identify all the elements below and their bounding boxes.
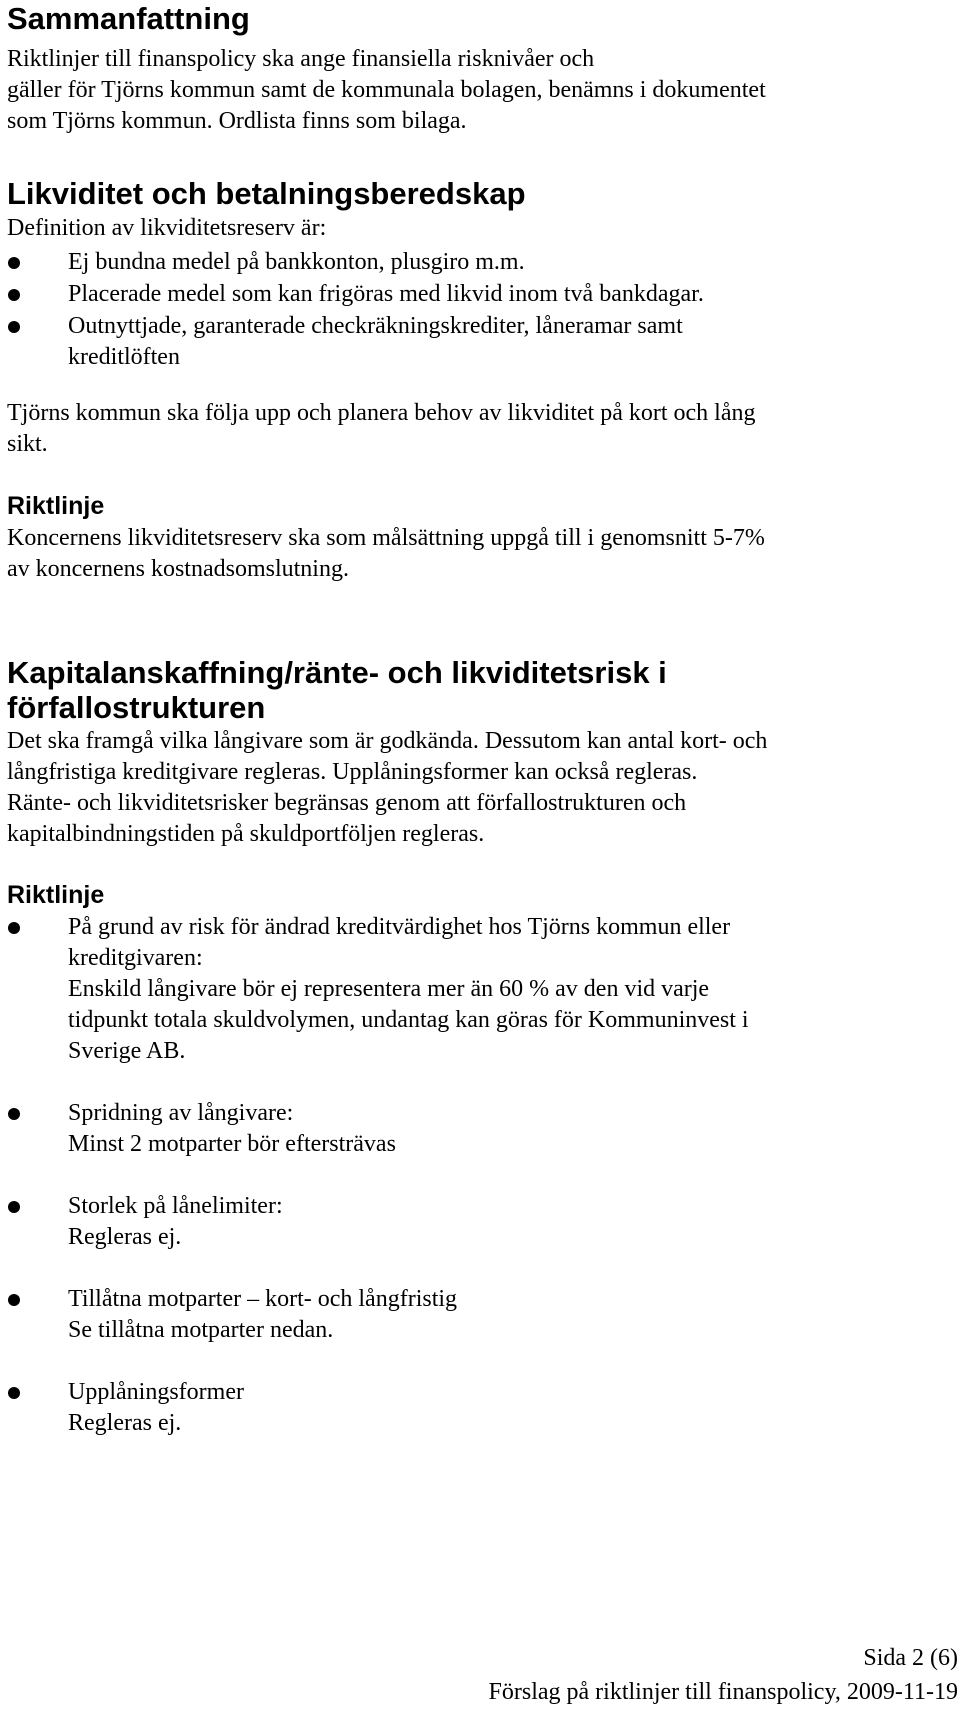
text-line: Regleras ej.	[68, 1410, 182, 1436]
guideline-heading: Riktlinje	[7, 881, 105, 909]
section-heading-summary: Sammanfattning	[7, 1, 250, 36]
bullet-icon	[8, 1294, 20, 1306]
text-line: sikt.	[7, 431, 48, 457]
text-line: Ränte- och likviditetsrisker begränsas genom att förfallostrukturen och	[7, 790, 687, 816]
text-line: Upplåningsformer	[68, 1379, 244, 1405]
text-line: Enskild långivare bör ej representera mer än 60 % av den vid varje	[68, 976, 710, 1002]
text-line: som Tjörns kommun. Ordlista finns som bilaga.	[7, 108, 467, 134]
liquidity-followup	[7, 398, 947, 460]
text-line: Tjörns kommun ska följa upp och planera behov av likviditet på kort och lång	[7, 400, 756, 426]
text-line: På grund av risk för ändrad kreditvärdighet hos Tjörns kommun eller	[68, 914, 731, 940]
page-number: Sida 2 (6)	[863, 1645, 958, 1671]
bullet-icon	[8, 257, 20, 269]
text-line: Outnyttjade, garanterade checkräkningskrediter, låneramar samt	[68, 313, 683, 339]
text-line: av koncernens kostnadsomslutning.	[7, 556, 349, 582]
text-line: Sverige AB.	[68, 1038, 186, 1064]
section-heading-liquidity: Likviditet och betalningsberedskap	[7, 176, 526, 211]
text-line: Ej bundna medel på bankkonton, plusgiro m.m.	[68, 249, 525, 275]
heading-line: förfallostrukturen	[7, 690, 266, 725]
capital-body	[7, 726, 947, 850]
text-line: kapitalbindningstiden på skuldportföljen regleras.	[7, 821, 485, 847]
text-line: Spridning av långivare:	[68, 1100, 294, 1126]
text-line: Tillåtna motparter – kort- och långfristig	[68, 1286, 458, 1312]
text-line: Se tillåtna motparter nedan.	[68, 1317, 334, 1343]
text-line: Koncernens likviditetsreserv ska som målsättning uppgå till i genomsnitt 5-7%	[7, 525, 765, 551]
liquidity-intro: Definition av likviditetsreserv är:	[7, 215, 327, 241]
bullet-icon	[8, 922, 20, 934]
text-line: gäller för Tjörns kommun samt de kommunala bolagen, benämns i dokumentet	[7, 77, 766, 103]
document-footer: Förslag på riktlinjer till finanspolicy, 2009-11-19	[488, 1679, 958, 1705]
text-line: Minst 2 motparter bör eftersträvas	[68, 1131, 396, 1157]
text-line: Placerade medel som kan frigöras med likvid inom två bankdagar.	[68, 281, 704, 307]
text-line: långfristiga kreditgivare regleras. Upplåningsformer kan också regleras.	[7, 759, 698, 785]
bullet-icon	[8, 1108, 20, 1120]
bullet-icon	[8, 321, 20, 333]
text-line: Regleras ej.	[68, 1224, 182, 1250]
guideline-heading: Riktlinje	[7, 492, 105, 520]
text-line: Riktlinjer till finanspolicy ska ange finansiella risknivåer och	[7, 46, 595, 72]
text-line: kreditlöften	[68, 344, 180, 370]
section-heading-capital	[7, 655, 667, 725]
bullet-icon	[8, 1201, 20, 1213]
text-line: tidpunkt totala skuldvolymen, undantag kan göras för Kommuninvest i	[68, 1007, 749, 1033]
bullet-icon	[8, 289, 20, 301]
bullet-icon	[8, 1387, 20, 1399]
text-line: Det ska framgå vilka långivare som är godkända. Dessutom kan antal kort- och	[7, 728, 768, 754]
heading-line: Kapitalanskaffning/ränte- och likviditetsrisk i	[7, 655, 667, 690]
text-line: kreditgivaren:	[68, 945, 203, 971]
liquidity-guideline	[7, 523, 947, 585]
text-line: Storlek på lånelimiter:	[68, 1193, 283, 1219]
summary-paragraph	[7, 44, 947, 137]
